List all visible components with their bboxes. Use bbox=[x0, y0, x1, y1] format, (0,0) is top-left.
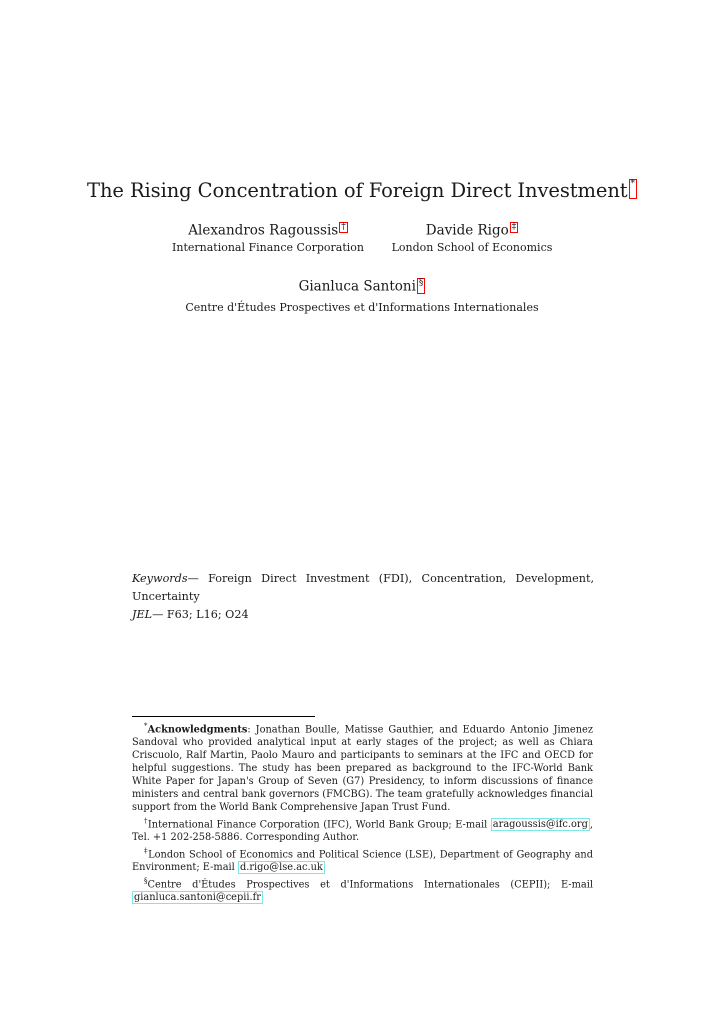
keywords-text: Foreign Direct Investment (FDI), Concentration, Development, Uncertainty bbox=[132, 572, 594, 603]
fn3-mark: § bbox=[144, 876, 148, 885]
author-name-ragoussis bbox=[168, 222, 368, 239]
footnote-acknowledgments bbox=[132, 720, 593, 815]
ack-label: Acknowledgments bbox=[147, 724, 248, 736]
ack-mark: * bbox=[144, 722, 148, 730]
title-footnote-link[interactable]: * bbox=[629, 179, 637, 199]
fn1-text: International Finance Corporation (IFC), World Bank Group; E-mail bbox=[147, 818, 491, 830]
email-link-ragoussis[interactable]: aragoussis@ifc.org bbox=[492, 818, 588, 830]
keywords-label: Keywords bbox=[132, 572, 188, 585]
email-link-rigo[interactable]: d.rigo@lse.ac.uk bbox=[239, 861, 323, 873]
author-name-rigo bbox=[384, 222, 560, 239]
keywords bbox=[132, 570, 594, 606]
paper-title bbox=[0, 179, 724, 202]
author-name-santoni bbox=[0, 278, 724, 295]
fn1-mark: † bbox=[144, 816, 148, 825]
jel-sep: — bbox=[152, 608, 167, 621]
jel-text: F63; L16; O24 bbox=[166, 608, 249, 621]
footnotes bbox=[132, 720, 593, 905]
author-3-affiliation: Centre d'Études Prospectives et d'Informations Internationales bbox=[185, 301, 539, 314]
author-2-affiliation: London School of Economics bbox=[391, 241, 553, 254]
author-2-name: Davide Rigo bbox=[425, 222, 509, 239]
footnote-rule bbox=[132, 716, 315, 717]
footnote-ragoussis bbox=[132, 815, 593, 845]
fn2-mark: ‡ bbox=[144, 846, 149, 855]
author-3-footnote-link[interactable]: § bbox=[417, 278, 426, 294]
keywords-sep: — bbox=[187, 572, 209, 585]
email-link-santoni[interactable]: gianluca.santoni@cepii.fr bbox=[134, 891, 261, 903]
author-1-affiliation: International Finance Corporation bbox=[172, 241, 364, 254]
jel-codes bbox=[132, 606, 594, 624]
jel-label: JEL bbox=[132, 608, 153, 621]
author-3-name: Gianluca Santoni bbox=[298, 278, 416, 295]
footnote-rigo bbox=[132, 845, 593, 875]
title-text: The Rising Concentration of Foreign Direct Investment bbox=[87, 179, 628, 202]
author-1-name: Alexandros Ragoussis bbox=[188, 222, 339, 239]
fn1-tail: , Tel. +1 202-258-5886. Corresponding Author. bbox=[132, 818, 593, 843]
author-1-footnote-link[interactable]: † bbox=[341, 222, 346, 232]
footnote-santoni bbox=[132, 875, 593, 905]
ack-text: : Jonathan Boulle, Matisse Gauthier, and Eduardo Antonio Jimenez Sandoval who provided analytical input at early stages of the project; as well as Chiara Criscuolo, Ralf Martin, Paolo Mauro and participants to seminars at the IFC and OECD for helpful suggestions. The study has been prepared as background to the IFC-World Bank White Paper for Japan's Group of Seven (G7) Presidency, to inform discussions of finance ministers and central bank governors (FMCBG). The team gratefully acknowledges financial support from the World Bank Comprehensive Japan Trust Fund. bbox=[132, 724, 593, 813]
fn3-text: Centre d'Études Prospectives et d'Informations Internationales (CEPII); E-mail bbox=[147, 879, 593, 891]
author-2-footnote-link[interactable]: ‡ bbox=[511, 222, 517, 232]
fn2-text: London School of Economics and Political Science (LSE), Department of Geography and Environment; E-mail bbox=[132, 848, 594, 873]
